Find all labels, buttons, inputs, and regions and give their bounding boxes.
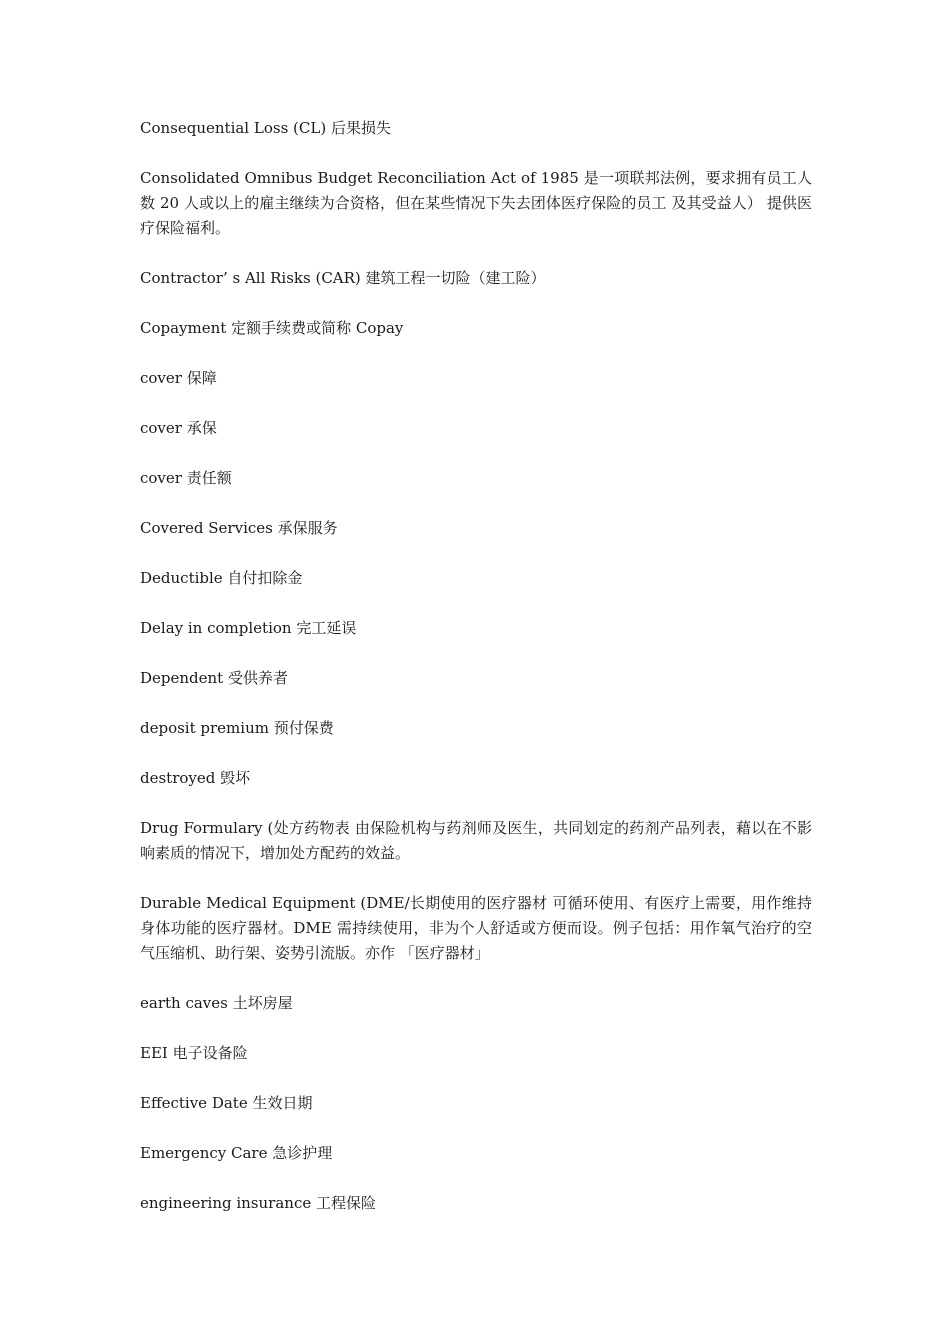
glossary-entry: engineering insurance 工程保险 <box>140 1194 376 1212</box>
glossary-entry: Consolidated Omnibus Budget Reconciliation Act of 1985 是一项联邦法例，要求拥有员工人数 20 人或以上的雇主继续为合资格，但在某些情况下失去团体医疗保险的员工 及其受益人） 提供医疗保险福利。 <box>140 169 812 237</box>
glossary-entry: EEI 电子设备险 <box>140 1044 248 1062</box>
glossary-entry: Durable Medical Equipment (DME/长期使用的医疗器材 可循环使用、有医疗上需要，用作维持身体功能的医疗器材。DME 需持续使用，非为个人舒适或方便而设。例子包括：用作氧气治疗的空气压缩机、助行架、姿势引流版。亦作 「医疗器材」 <box>140 894 812 962</box>
glossary-entry: Emergency Care 急诊护理 <box>140 1144 333 1162</box>
glossary-entry: earth caves 土坏房屋 <box>140 994 293 1012</box>
glossary-entry: Consequential Loss (CL) 后果损失 <box>140 119 391 137</box>
glossary-entry: Drug Formulary (处方药物表 由保险机构与药剂师及医生，共同划定的药剂产品列表，藉以在不影响素质的情况下，增加处方配药的效益。 <box>140 819 812 862</box>
glossary-entry: Dependent 受供养者 <box>140 669 288 687</box>
glossary-entry: cover 责任额 <box>140 469 232 487</box>
glossary-entry: Effective Date 生效日期 <box>140 1094 313 1112</box>
glossary-entry: deposit premium 预付保费 <box>140 719 334 737</box>
glossary-entry: cover 保障 <box>140 369 217 387</box>
glossary-entry: Contractor’ s All Risks (CAR) 建筑工程一切险（建工险） <box>140 269 546 287</box>
glossary-entry: Copayment 定额手续费或简称 Copay <box>140 319 404 337</box>
glossary-entry: Delay in completion 完工延误 <box>140 619 357 637</box>
glossary-entry: Deductible 自付扣除金 <box>140 569 303 587</box>
glossary-list <box>140 116 812 1241</box>
glossary-entry: destroyed 毁坏 <box>140 769 251 787</box>
glossary-entry: cover 承保 <box>140 419 217 437</box>
glossary-entry: Covered Services 承保服务 <box>140 519 338 537</box>
